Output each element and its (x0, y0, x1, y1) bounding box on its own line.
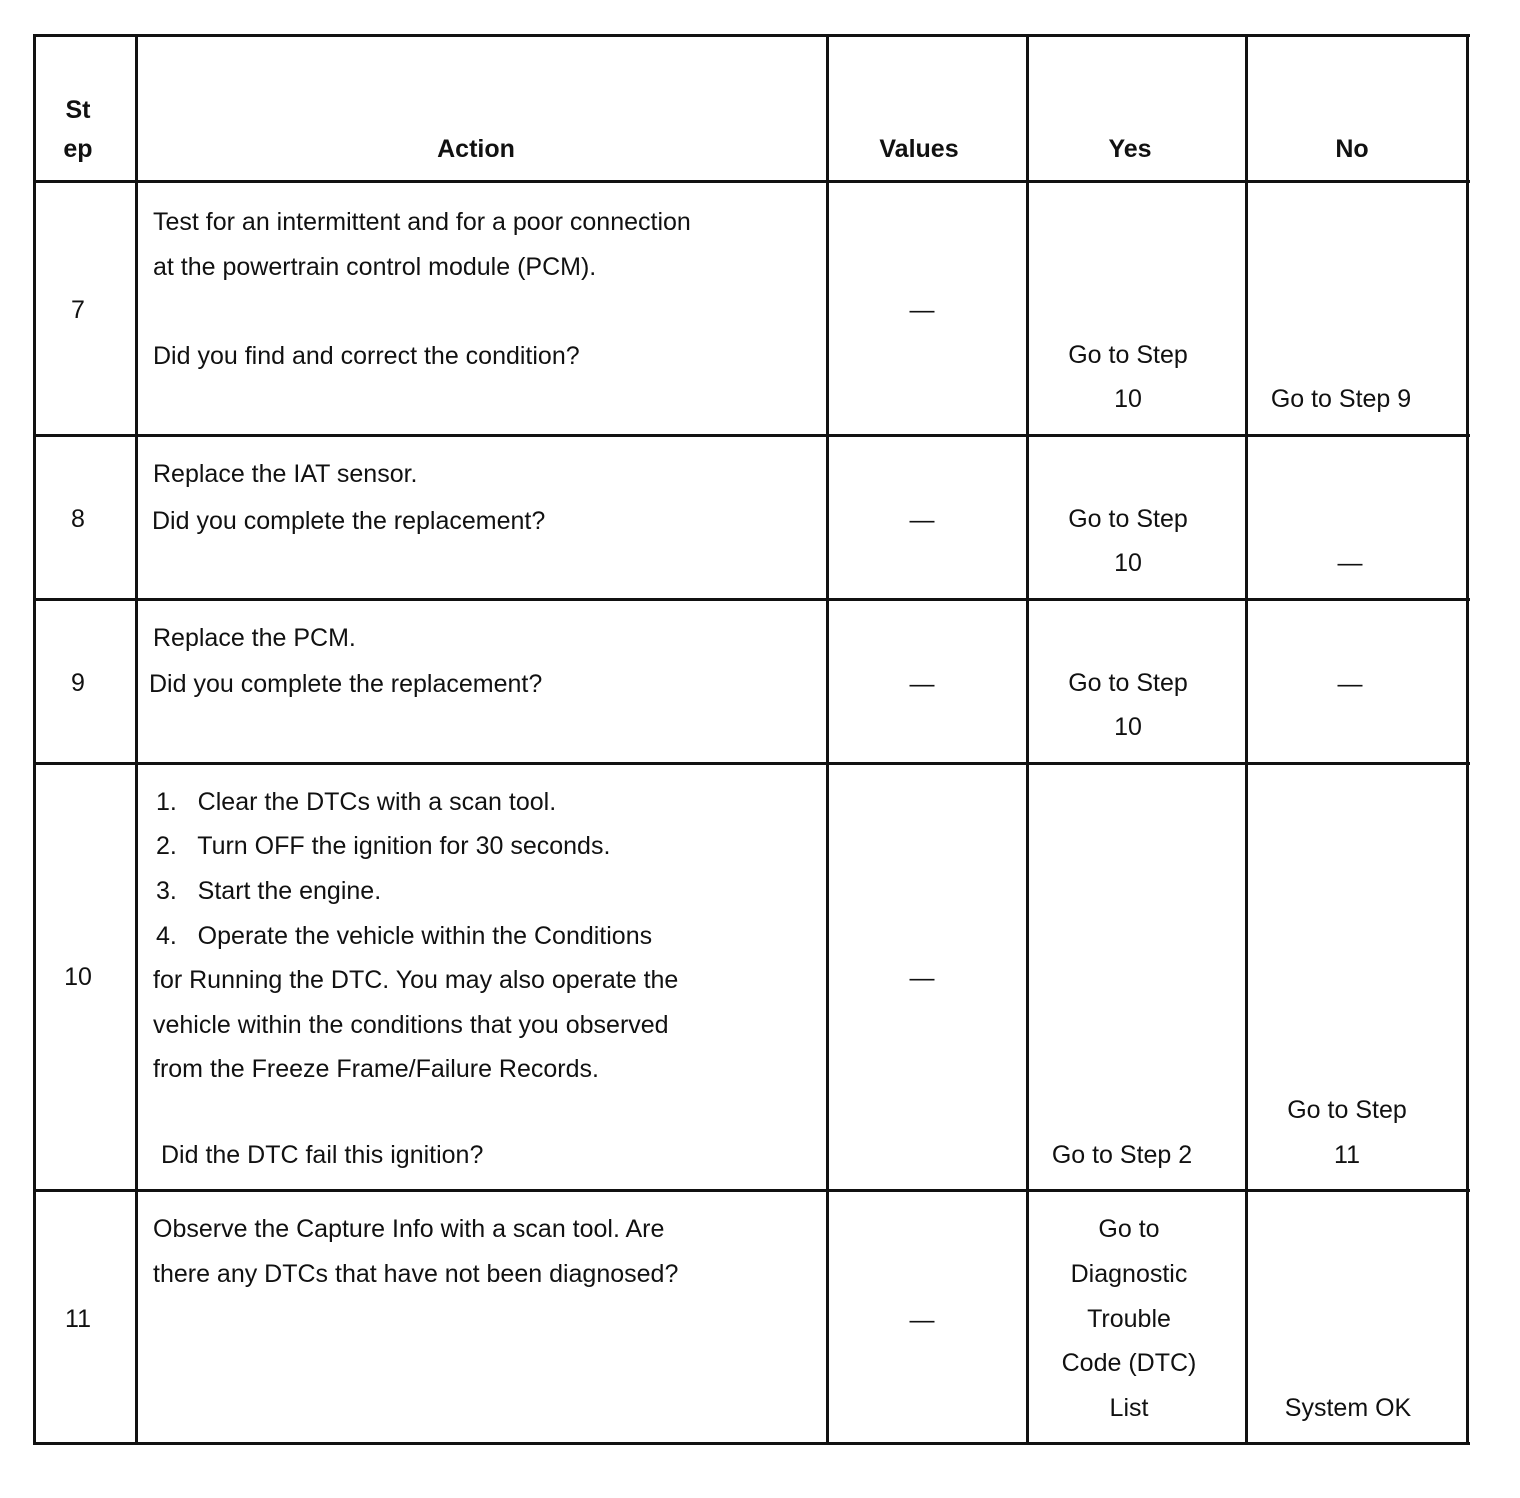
step-number: 11 (65, 1305, 91, 1333)
yes-cell: 10 (1114, 713, 1142, 741)
no-cell: — (1337, 670, 1363, 698)
action-list-item: 3. Start the engine. (156, 877, 382, 905)
yes-cell: List (1109, 1394, 1149, 1422)
values-cell: — (909, 506, 935, 534)
no-cell: 11 (1334, 1141, 1360, 1169)
action-text: vehicle within the conditions that you observed (153, 1011, 669, 1039)
action-text: Test for an intermittent and for a poor connection (153, 208, 691, 236)
action-text: at the powertrain control module (PCM). (153, 253, 597, 281)
header-action: Action (437, 135, 515, 163)
table-border-left (33, 34, 36, 1445)
row-divider (33, 762, 1470, 765)
action-text: Replace the PCM. (153, 624, 356, 652)
yes-cell: Go to (1098, 1215, 1160, 1243)
no-cell: — (1337, 549, 1363, 577)
yes-cell: Code (DTC) (1061, 1349, 1197, 1377)
step-number: 10 (64, 963, 92, 991)
header-step: St (65, 96, 91, 124)
step-number: 9 (71, 669, 85, 697)
values-cell: — (909, 296, 935, 324)
action-list-item: 1. Clear the DTCs with a scan tool. (156, 788, 557, 816)
action-text: from the Freeze Frame/Failure Records. (153, 1055, 599, 1083)
action-question: Did you complete the replacement? (149, 670, 543, 698)
action-text: Replace the IAT sensor. (153, 460, 418, 488)
yes-cell: 10 (1114, 549, 1142, 577)
step-number: 7 (71, 296, 85, 324)
column-divider (1026, 34, 1029, 1445)
column-divider (1245, 34, 1248, 1445)
yes-cell: Trouble (1087, 1305, 1171, 1333)
yes-cell: Diagnostic (1070, 1260, 1188, 1288)
row-divider (33, 1189, 1470, 1192)
action-text: for Running the DTC. You may also operate the (153, 966, 679, 994)
yes-cell: Go to Step (1068, 341, 1188, 369)
row-divider (33, 598, 1470, 601)
action-question: Did you find and correct the condition? (153, 342, 580, 370)
values-cell: — (909, 670, 935, 698)
action-text: Observe the Capture Info with a scan tool. Are (153, 1215, 665, 1243)
table-border-bottom (33, 1442, 1470, 1445)
yes-cell: Go to Step (1068, 505, 1188, 533)
header-values: Values (879, 135, 959, 163)
header-no: No (1335, 135, 1369, 163)
yes-cell: Go to Step (1068, 669, 1188, 697)
no-cell: System OK (1284, 1394, 1412, 1422)
action-list-item: 2. Turn OFF the ignition for 30 seconds. (156, 832, 611, 860)
row-divider (33, 434, 1470, 437)
no-cell: Go to Step 9 (1270, 385, 1412, 413)
action-list-item: 4. Operate the vehicle within the Conditions (156, 922, 653, 950)
table-border-right (1466, 34, 1469, 1445)
values-cell: — (909, 1306, 935, 1334)
action-question: Did you complete the replacement? (152, 507, 546, 535)
step-number: 8 (71, 505, 85, 533)
column-divider (826, 34, 829, 1445)
header-yes: Yes (1108, 135, 1152, 163)
header-step: ep (63, 135, 93, 163)
no-cell: Go to Step (1287, 1096, 1407, 1124)
values-cell: — (909, 964, 935, 992)
header-divider (33, 180, 1470, 183)
column-divider (135, 34, 138, 1445)
yes-cell: Go to Step 2 (1051, 1141, 1193, 1169)
table-border-top (33, 34, 1470, 37)
action-question: Did the DTC fail this ignition? (161, 1141, 484, 1169)
yes-cell: 10 (1114, 385, 1142, 413)
action-question: there any DTCs that have not been diagnosed? (153, 1260, 679, 1288)
